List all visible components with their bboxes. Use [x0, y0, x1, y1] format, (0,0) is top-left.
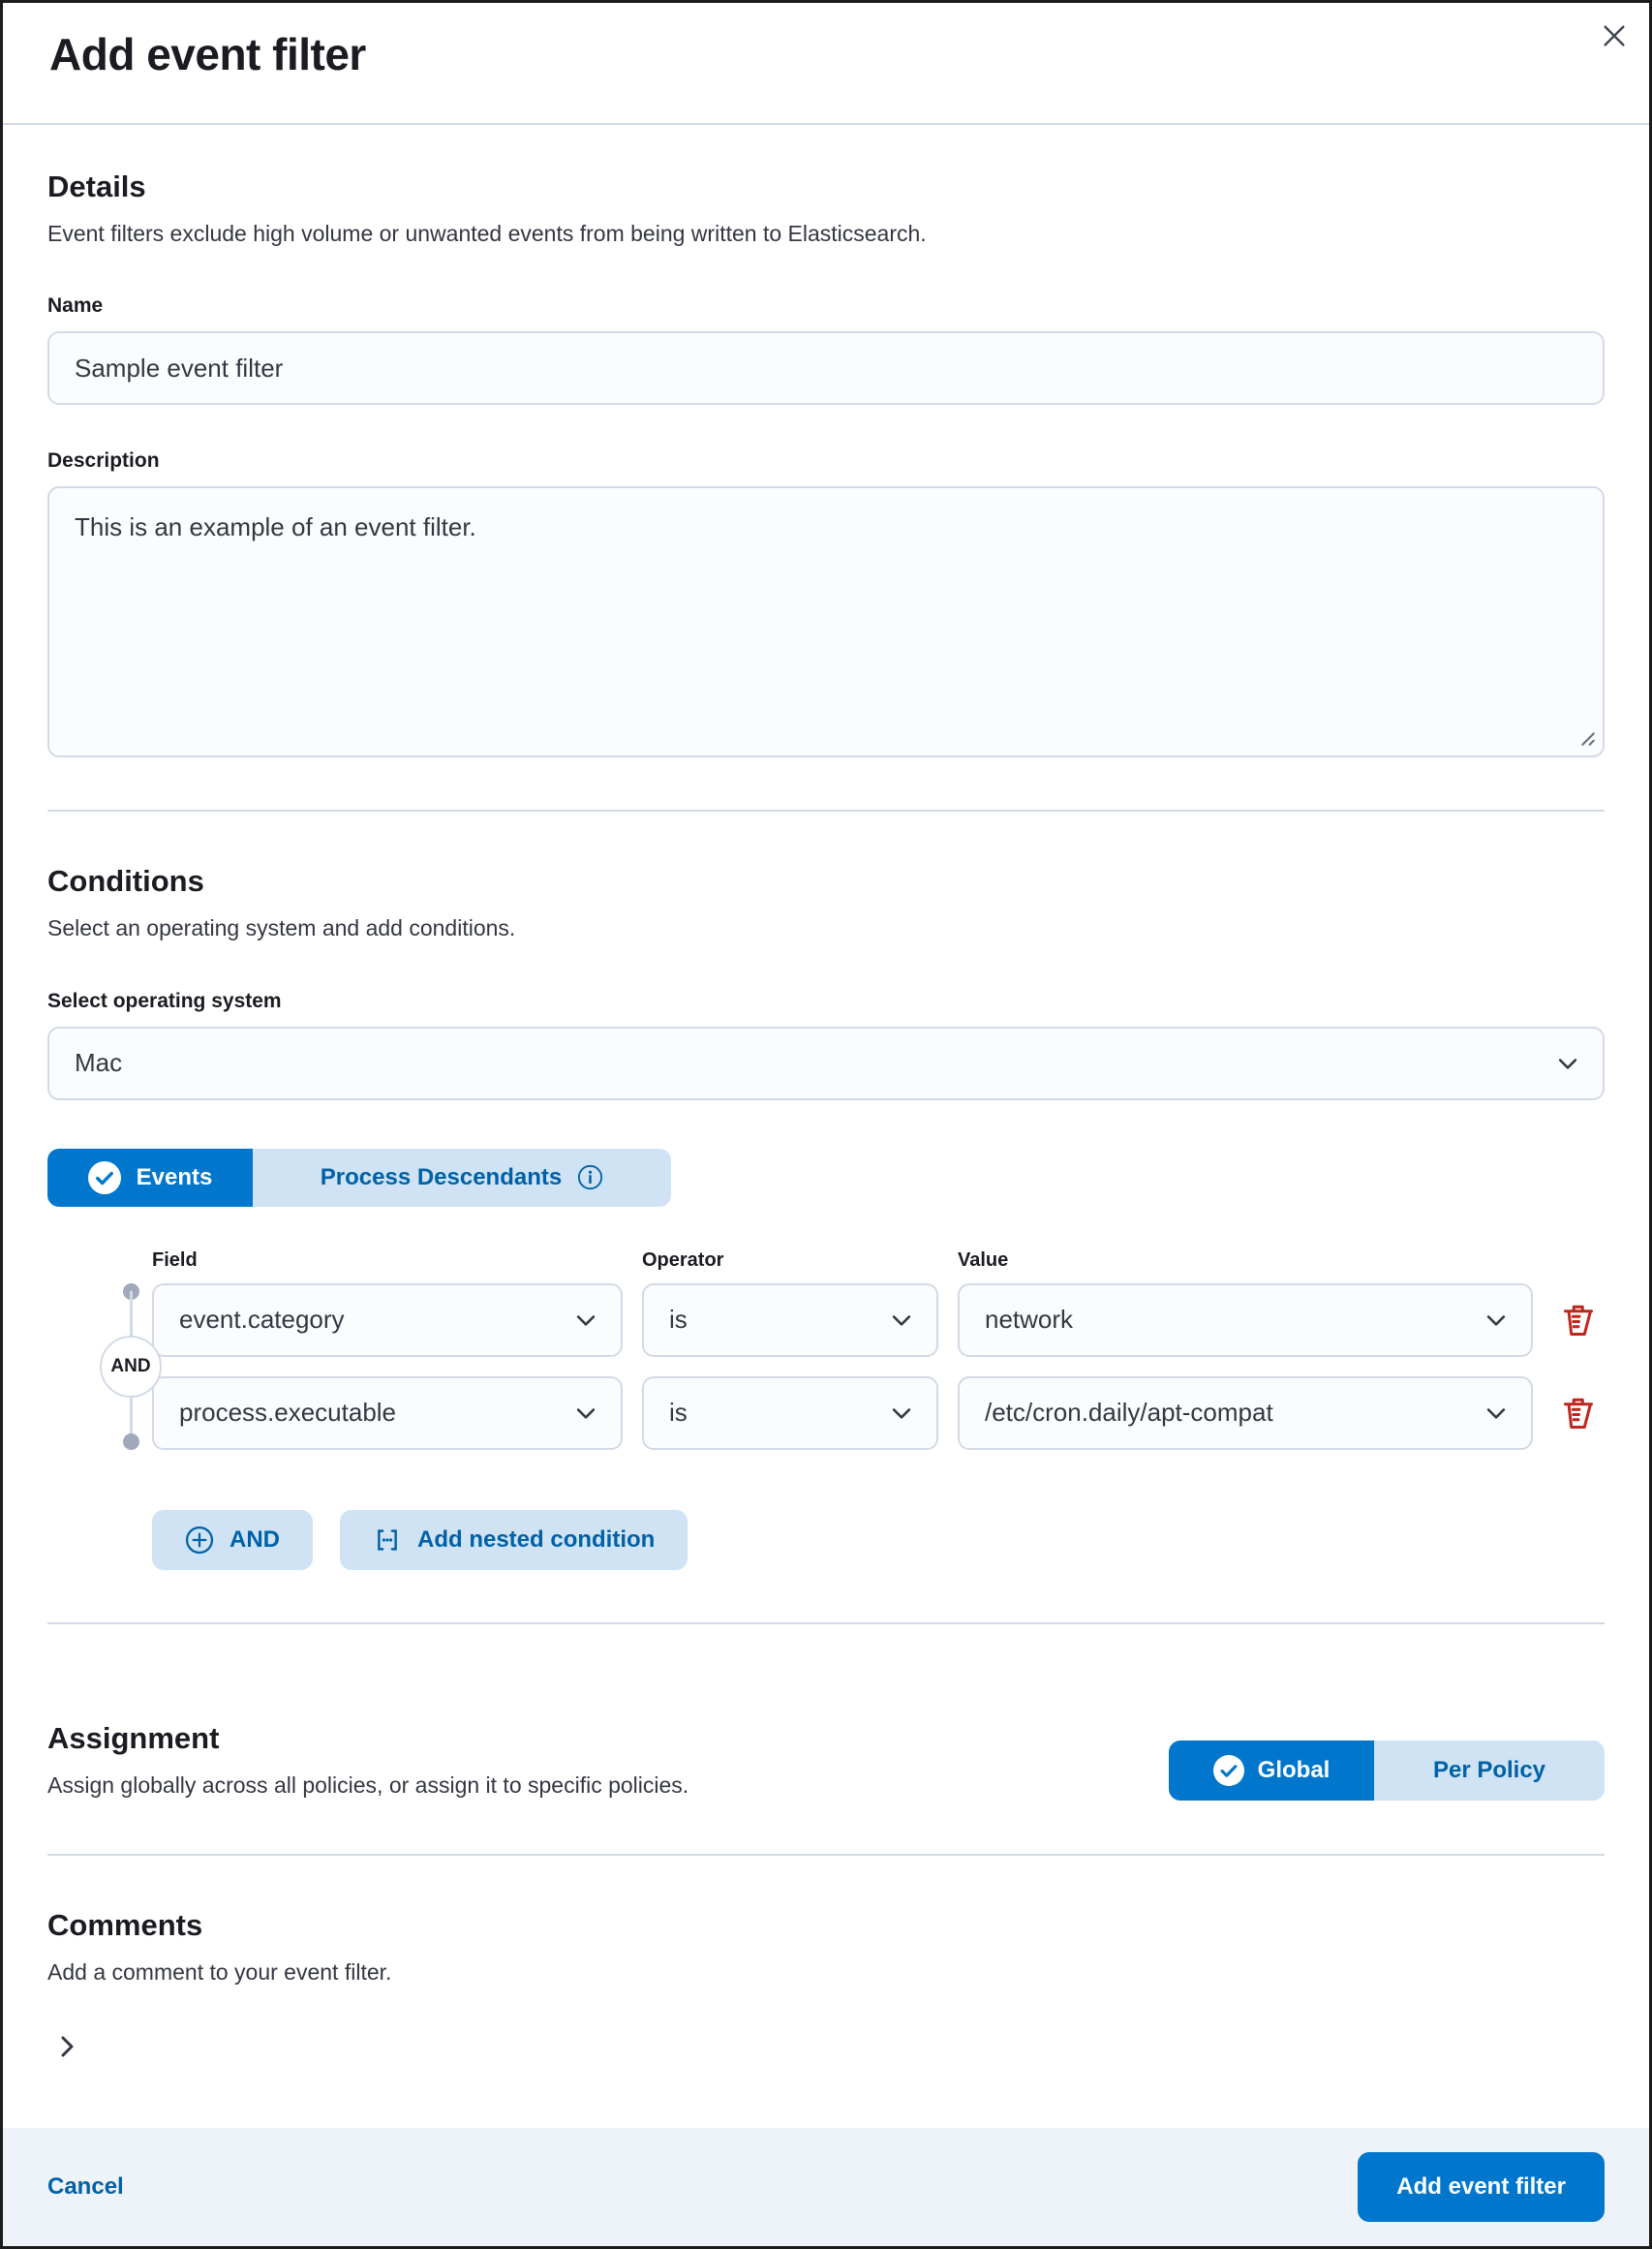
operator-select-1[interactable]: [642, 1283, 938, 1357]
comments-heading: Comments: [47, 1908, 203, 1943]
chevron-down-icon: [1483, 1307, 1510, 1334]
modal-footer: [3, 2128, 1649, 2246]
trash-icon: [1559, 1301, 1598, 1340]
value-select-1-value: network: [985, 1305, 1074, 1335]
value-select-2[interactable]: [958, 1376, 1533, 1450]
add-nested-condition-label: Add nested condition: [417, 1525, 656, 1553]
operator-select-2-value: is: [669, 1398, 688, 1428]
chevron-down-icon: [888, 1307, 915, 1334]
assignment-description: Assign globally across all policies, or assign it to specific policies.: [47, 1771, 689, 1798]
chevron-down-icon: [888, 1400, 915, 1427]
condition-column-headers: [152, 1249, 1605, 1272]
section-divider: [47, 1854, 1605, 1856]
assignment-heading: Assignment: [47, 1720, 220, 1755]
modal-title: Add event filter: [49, 29, 366, 79]
condition-builder: [47, 1283, 1605, 1450]
chevron-down-icon: [572, 1307, 599, 1334]
details-section: [47, 169, 1605, 757]
close-button[interactable]: [1587, 9, 1641, 63]
tab-process-descendants-label: Process Descendants: [320, 1163, 563, 1190]
header-divider: [3, 123, 1649, 125]
and-connector-badge: AND: [100, 1336, 162, 1398]
nested-condition-icon: [373, 1525, 402, 1555]
description-label: Description: [47, 449, 160, 473]
info-icon: [577, 1164, 603, 1190]
delete-condition-button-1[interactable]: [1552, 1294, 1605, 1346]
toggle-per-policy-label: Per Policy: [1432, 1756, 1546, 1783]
chevron-right-icon: [51, 2031, 82, 2062]
add-nested-condition-button[interactable]: [340, 1510, 688, 1570]
toggle-global[interactable]: [1169, 1741, 1374, 1801]
chevron-down-icon: [572, 1400, 599, 1427]
comments-expand-button[interactable]: [47, 2027, 86, 2066]
tab-events-label: Events: [136, 1163, 213, 1190]
chevron-down-icon: [1554, 1050, 1581, 1077]
name-label: Name: [47, 294, 104, 318]
conditions-section: [47, 864, 1605, 1569]
field-column-header: Field: [152, 1248, 198, 1271]
os-select-value: Mac: [75, 1048, 123, 1078]
comments-section: [47, 1908, 1605, 2067]
close-icon: [1600, 21, 1629, 50]
assignment-section: [47, 1677, 1605, 1802]
field-select-1-value: event.category: [179, 1305, 345, 1335]
delete-condition-button-2[interactable]: [1552, 1387, 1605, 1439]
condition-actions: [152, 1510, 1605, 1570]
value-select-1[interactable]: [958, 1283, 1533, 1357]
field-select-2-value: process.executable: [179, 1398, 397, 1428]
details-description: Event filters exclude high volume or unwanted events from being written to Elasticsearch.: [47, 221, 927, 246]
os-select-label: Select operating system: [47, 989, 282, 1012]
condition-rows: [152, 1283, 1605, 1450]
cancel-button[interactable]: Cancel: [47, 2173, 124, 2200]
condition-tabs: [47, 1149, 671, 1207]
chevron-down-icon: [1483, 1400, 1510, 1427]
condition-row-1: [152, 1283, 1605, 1357]
os-select[interactable]: [47, 1027, 1605, 1100]
modal-header: [3, 3, 1649, 123]
conditions-heading: Conditions: [47, 864, 204, 899]
toggle-per-policy[interactable]: [1374, 1741, 1605, 1801]
selected-check-icon: [88, 1161, 121, 1194]
selected-check-icon: [1213, 1755, 1244, 1786]
name-input[interactable]: [47, 331, 1605, 405]
field-select-2[interactable]: [152, 1376, 623, 1450]
section-divider: [47, 810, 1605, 812]
trash-icon: [1559, 1394, 1598, 1433]
conditions-description: Select an operating system and add conditions.: [47, 915, 516, 941]
add-event-filter-button[interactable]: Add event filter: [1358, 2152, 1605, 2222]
and-button-label: AND: [229, 1525, 280, 1553]
tab-events[interactable]: [47, 1149, 253, 1207]
value-select-2-value: /etc/cron.daily/apt-compat: [985, 1398, 1273, 1428]
value-column-header: Value: [958, 1248, 1009, 1271]
condition-row-2: [152, 1376, 1605, 1450]
operator-column-header: Operator: [642, 1248, 724, 1271]
description-textarea-wrap: [47, 486, 1605, 757]
modal-body: [3, 169, 1649, 2067]
tab-process-descendants[interactable]: [253, 1149, 671, 1207]
connector-dot-bottom: [123, 1433, 139, 1450]
description-textarea[interactable]: [47, 486, 1605, 757]
resize-handle-icon[interactable]: [1572, 723, 1597, 748]
and-connector: [47, 1283, 152, 1450]
toggle-global-label: Global: [1257, 1756, 1331, 1783]
field-select-1[interactable]: [152, 1283, 623, 1357]
and-button[interactable]: [152, 1510, 313, 1570]
section-divider: [47, 1622, 1605, 1624]
operator-select-2[interactable]: [642, 1376, 938, 1450]
details-heading: Details: [47, 169, 146, 203]
comments-description: Add a comment to your event filter.: [47, 1959, 392, 1986]
assignment-toggle-group: [1169, 1741, 1605, 1801]
operator-select-1-value: is: [669, 1305, 688, 1335]
plus-circle-icon: [185, 1525, 214, 1555]
